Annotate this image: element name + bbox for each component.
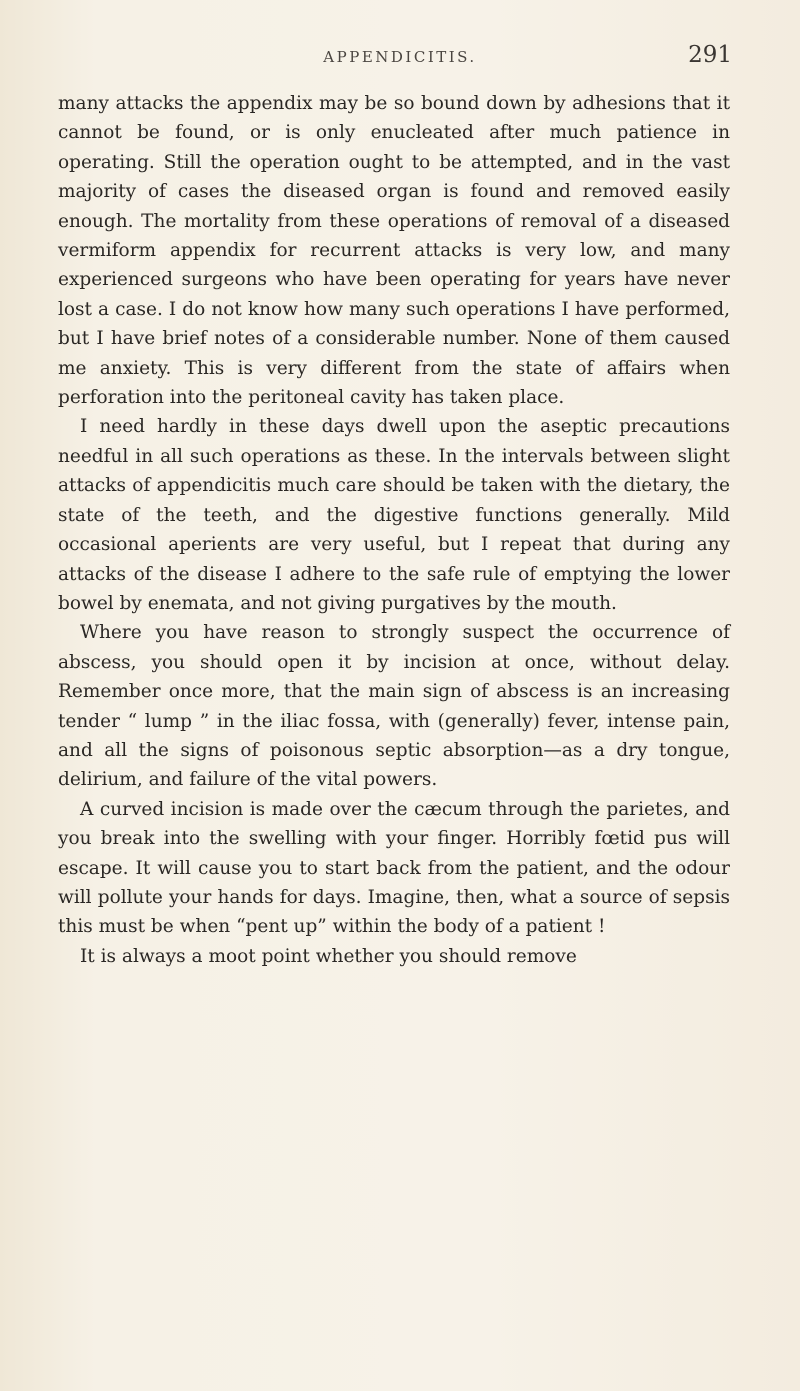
body-text: [58, 89, 730, 971]
paragraph-abscess: Where you have reason to strongly suspect the occurrence of abscess, you should open it by incision at once, without delay. Remember once more, that the main sign of abscess is an increasing tender “ lump ” in the iliac fossa, with (generally) fever, intense pain, and all the signs of poisonous septic absorption—as a dry tongue, delirium, and failure of the vital powers.: [58, 622, 730, 791]
running-title: APPENDICITIS.: [323, 48, 477, 66]
page-header: [0, 40, 800, 80]
paragraph-curved-incision: A curved incision is made over the cæcum through the parietes, and you break into the swelling with your finger. Horribly fœtid pus will escape. It will cause you to start back from the patient, and the odour will pollute your hands for days. Imagine, then, what a source of sepsis this must be when “pent up” within the body of a patient !: [58, 798, 730, 938]
page-number: 291: [688, 42, 732, 68]
paragraph-aseptic-precautions: I need hardly in these days dwell upon the aseptic precautions needful in all such operations as these. In the intervals between slight attacks of appendicitis much care should be taken with the dietary, the state of the teeth, and the digestive functions generally. Mild occasional aperients are very useful, but I repeat that during any attacks of the disease I adhere to the safe rule of emptying the lower bowel by enemata, and not giving purgatives by the mouth.: [58, 416, 730, 614]
paragraph-continuation: many attacks the appendix may be so bound down by adhesions that it cannot be found, or is only enucleated after much patience in operating. Still the operation ought to be attempted, and in the vast majority of cases the diseased organ is found and removed easily enough. The mortality from these operations of removal of a diseased vermiform appendix for recurrent attacks is very low, and many experienced surgeons who have been operating for years have never lost a case. I do not know how many such operations I have performed, but I have brief notes of a considerable number. None of them caused me anxiety. This is very different from the state of affairs when perforation into the peritoneal cavity has taken place.: [58, 93, 730, 409]
paragraph-moot-point: It is always a moot point whether you should remove: [80, 945, 577, 967]
